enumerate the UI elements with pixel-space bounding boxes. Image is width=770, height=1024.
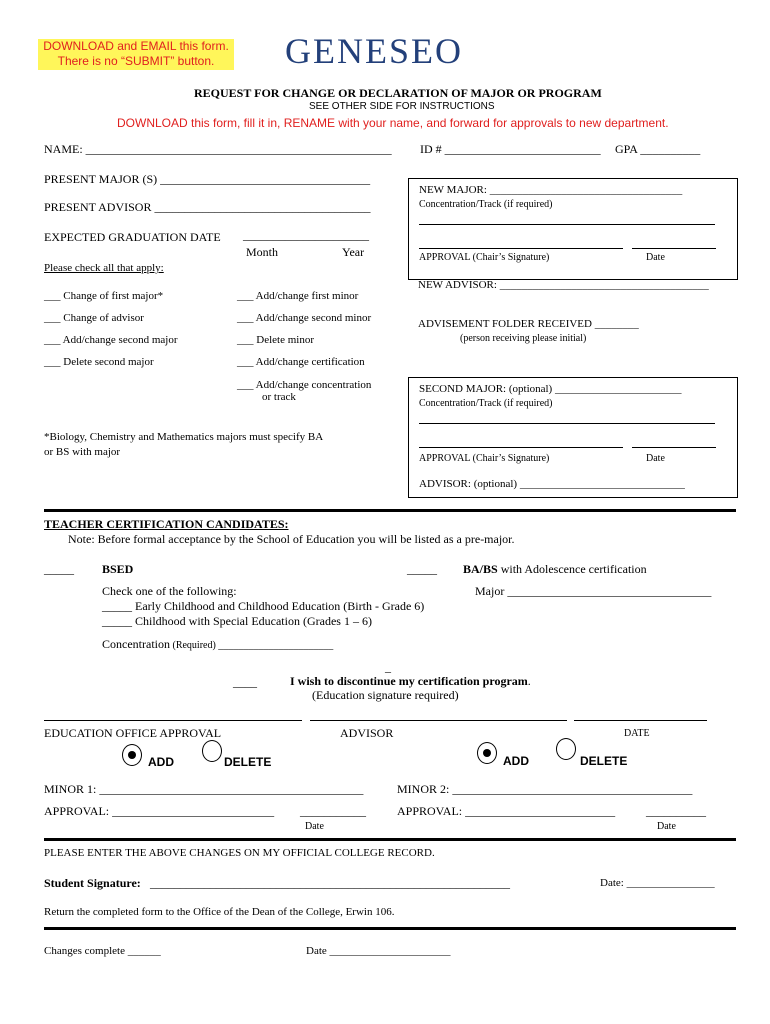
- radio-selected-dot: [483, 749, 491, 757]
- new-major-box: [408, 178, 738, 280]
- year-label: Year: [342, 245, 365, 259]
- form-subtitle: SEE OTHER SIDE FOR INSTRUCTIONS: [309, 101, 495, 112]
- second-major-box: [408, 377, 738, 498]
- concentration-label: Concentration: [102, 637, 170, 651]
- check-change-first-major[interactable]: ___ Change of first major*: [44, 290, 164, 302]
- add-label-2: ADD: [503, 754, 529, 768]
- footnote-line-2: or BS with major: [44, 446, 121, 458]
- new-major-field[interactable]: NEW MAJOR: ___________________________________: [419, 184, 683, 196]
- babs-bold: BA/BS: [463, 562, 498, 576]
- name-field[interactable]: NAME: ___________________________________________________: [44, 142, 392, 156]
- check-second-minor[interactable]: ___ Add/change second minor: [237, 312, 372, 324]
- delete-radio-1[interactable]: [202, 740, 222, 762]
- changes-complete-field[interactable]: Changes complete ______: [44, 945, 161, 957]
- discontinue-dash: _: [385, 660, 391, 674]
- check-all-label: Please check all that apply:: [44, 262, 164, 274]
- delete-radio-2[interactable]: [556, 738, 576, 760]
- minor-2-date-field[interactable]: __________: [646, 804, 706, 818]
- return-instruction: Return the completed form to the Office of the Dean of the College, Erwin 106.: [44, 906, 395, 918]
- babs-rest: with Adolescence certification: [497, 562, 647, 576]
- new-major-date-label: Date: [646, 252, 665, 263]
- section-divider-middle: [44, 838, 736, 841]
- advisor-label: ADVISOR: [340, 726, 394, 740]
- minor-1-field[interactable]: MINOR 1: ____________________________________________: [44, 782, 364, 796]
- date-label: DATE: [624, 728, 650, 739]
- teacher-note: Note: Before formal acceptance by the School of Education you will be listed as a pre-major.: [68, 532, 515, 546]
- check-delete-second-major[interactable]: ___ Delete second major: [44, 356, 154, 368]
- check-concentration-cont: or track: [262, 391, 296, 403]
- radio-selected-dot: [128, 751, 136, 759]
- edu-office-line[interactable]: [44, 720, 302, 721]
- banner-line-2: There is no “SUBMIT” button.: [57, 54, 215, 68]
- folder-note: (person receiving please initial): [460, 333, 587, 344]
- concentration-required: (Required) _______________________: [169, 640, 334, 651]
- new-advisor-field[interactable]: NEW ADVISOR: ______________________________________: [418, 279, 709, 291]
- minor-2-field[interactable]: MINOR 2: ________________________________________: [397, 782, 693, 796]
- delete-label-1: DELETE: [224, 755, 272, 769]
- section-divider-top: [44, 509, 736, 512]
- minor-1-date-label: Date: [305, 821, 324, 832]
- add-label-1: ADD: [148, 755, 174, 769]
- second-major-field[interactable]: SECOND MAJOR: (optional) _______________________: [419, 383, 682, 395]
- option-early-childhood[interactable]: _____ Early Childhood and Childhood Education (Birth - Grade 6): [102, 599, 425, 613]
- second-advisor-field[interactable]: ADVISOR: (optional) ______________________________: [419, 478, 685, 490]
- footnote-line-1: *Biology, Chemistry and Mathematics majors must specify BA: [44, 431, 324, 443]
- education-signature-note: (Education signature required): [312, 688, 459, 702]
- option-special-education[interactable]: _____ Childhood with Special Education (Grades 1 – 6): [102, 614, 372, 628]
- approval-date-line[interactable]: [632, 248, 716, 249]
- geneseo-logo: GENESEO: [285, 31, 463, 71]
- minor-1-approval-field[interactable]: APPROVAL: ___________________________: [44, 804, 275, 818]
- grad-date-field[interactable]: _____________________: [243, 228, 369, 242]
- check-one-label: Check one of the following:: [102, 584, 237, 598]
- add-radio-2[interactable]: [477, 742, 497, 764]
- grad-date-label: EXPECTED GRADUATION DATE: [44, 230, 221, 244]
- present-major-field[interactable]: PRESENT MAJOR (S) ___________________________________: [44, 172, 371, 186]
- student-date-field[interactable]: Date: ________________: [600, 877, 715, 889]
- month-label: Month: [246, 245, 279, 259]
- discontinue-label: I wish to discontinue my certification program: [290, 674, 528, 688]
- id-field[interactable]: ID # __________________________: [420, 142, 601, 156]
- present-advisor-field[interactable]: PRESENT ADVISOR ____________________________________: [44, 200, 371, 214]
- bsed-blank[interactable]: _____: [44, 562, 74, 576]
- babs-major-field[interactable]: Major __________________________________: [475, 584, 712, 598]
- banner-line-1: DOWNLOAD and EMAIL this form.: [43, 39, 229, 53]
- approval-date-sig-line[interactable]: [574, 720, 707, 721]
- second-approval-date-line[interactable]: [632, 447, 716, 448]
- new-major-concentration: Concentration/Track (if required): [419, 199, 553, 210]
- discontinue-period: .: [527, 674, 531, 688]
- advisement-folder-field[interactable]: ADVISEMENT FOLDER RECEIVED ________: [418, 318, 639, 330]
- second-approval-line[interactable]: [419, 447, 623, 448]
- babs-label: [463, 562, 647, 577]
- minor-2-approval-field[interactable]: APPROVAL: _________________________: [397, 804, 616, 818]
- teacher-heading: TEACHER CERTIFICATION CANDIDATES:: [44, 517, 289, 531]
- check-delete-minor[interactable]: ___ Delete minor: [237, 334, 314, 346]
- check-concentration[interactable]: ___ Add/change concentration: [237, 379, 372, 391]
- second-major-approval-label: APPROVAL (Chair’s Signature): [419, 453, 550, 464]
- instruction-line: DOWNLOAD this form, fill it in, RENAME with your name, and forward for approvals to new department.: [117, 116, 669, 130]
- student-signature-field[interactable]: ____________________________________________________________: [150, 876, 510, 890]
- download-banner: [38, 39, 234, 70]
- approval-line[interactable]: [419, 248, 623, 249]
- please-enter-label: PLEASE ENTER THE ABOVE CHANGES ON MY OFFICIAL COLLEGE RECORD.: [44, 847, 435, 859]
- minor-1-date-field[interactable]: ___________: [300, 804, 366, 818]
- advisor-sig-line[interactable]: [310, 720, 567, 721]
- delete-label-2: DELETE: [580, 754, 628, 768]
- babs-blank[interactable]: _____: [407, 562, 437, 576]
- minor-2-date-label: Date: [657, 821, 676, 832]
- new-major-approval-label: APPROVAL (Chair’s Signature): [419, 252, 550, 263]
- second-major-date-label: Date: [646, 453, 665, 464]
- check-second-major[interactable]: ___ Add/change second major: [44, 334, 178, 346]
- check-certification[interactable]: ___ Add/change certification: [237, 356, 365, 368]
- bsed-label: BSED: [102, 562, 134, 576]
- edu-office-label: EDUCATION OFFICE APPROVAL: [44, 726, 222, 740]
- check-first-minor[interactable]: ___ Add/change first minor: [237, 290, 359, 302]
- bottom-date-field[interactable]: Date ______________________: [306, 945, 451, 957]
- add-radio-1[interactable]: [122, 744, 142, 766]
- concentration-field[interactable]: [102, 637, 333, 652]
- second-concentration-line[interactable]: [419, 423, 715, 424]
- second-major-concentration: Concentration/Track (if required): [419, 398, 553, 409]
- student-signature-label: Student Signature:: [44, 876, 141, 890]
- check-change-advisor[interactable]: ___ Change of advisor: [44, 312, 144, 324]
- gpa-field[interactable]: GPA __________: [615, 142, 701, 156]
- discontinue-line: [290, 674, 531, 689]
- section-divider-bottom: [44, 927, 736, 930]
- form-title: REQUEST FOR CHANGE OR DECLARATION OF MAJOR OR PROGRAM: [194, 86, 602, 100]
- discontinue-blank[interactable]: ____: [233, 675, 257, 689]
- concentration-line[interactable]: [419, 224, 715, 225]
